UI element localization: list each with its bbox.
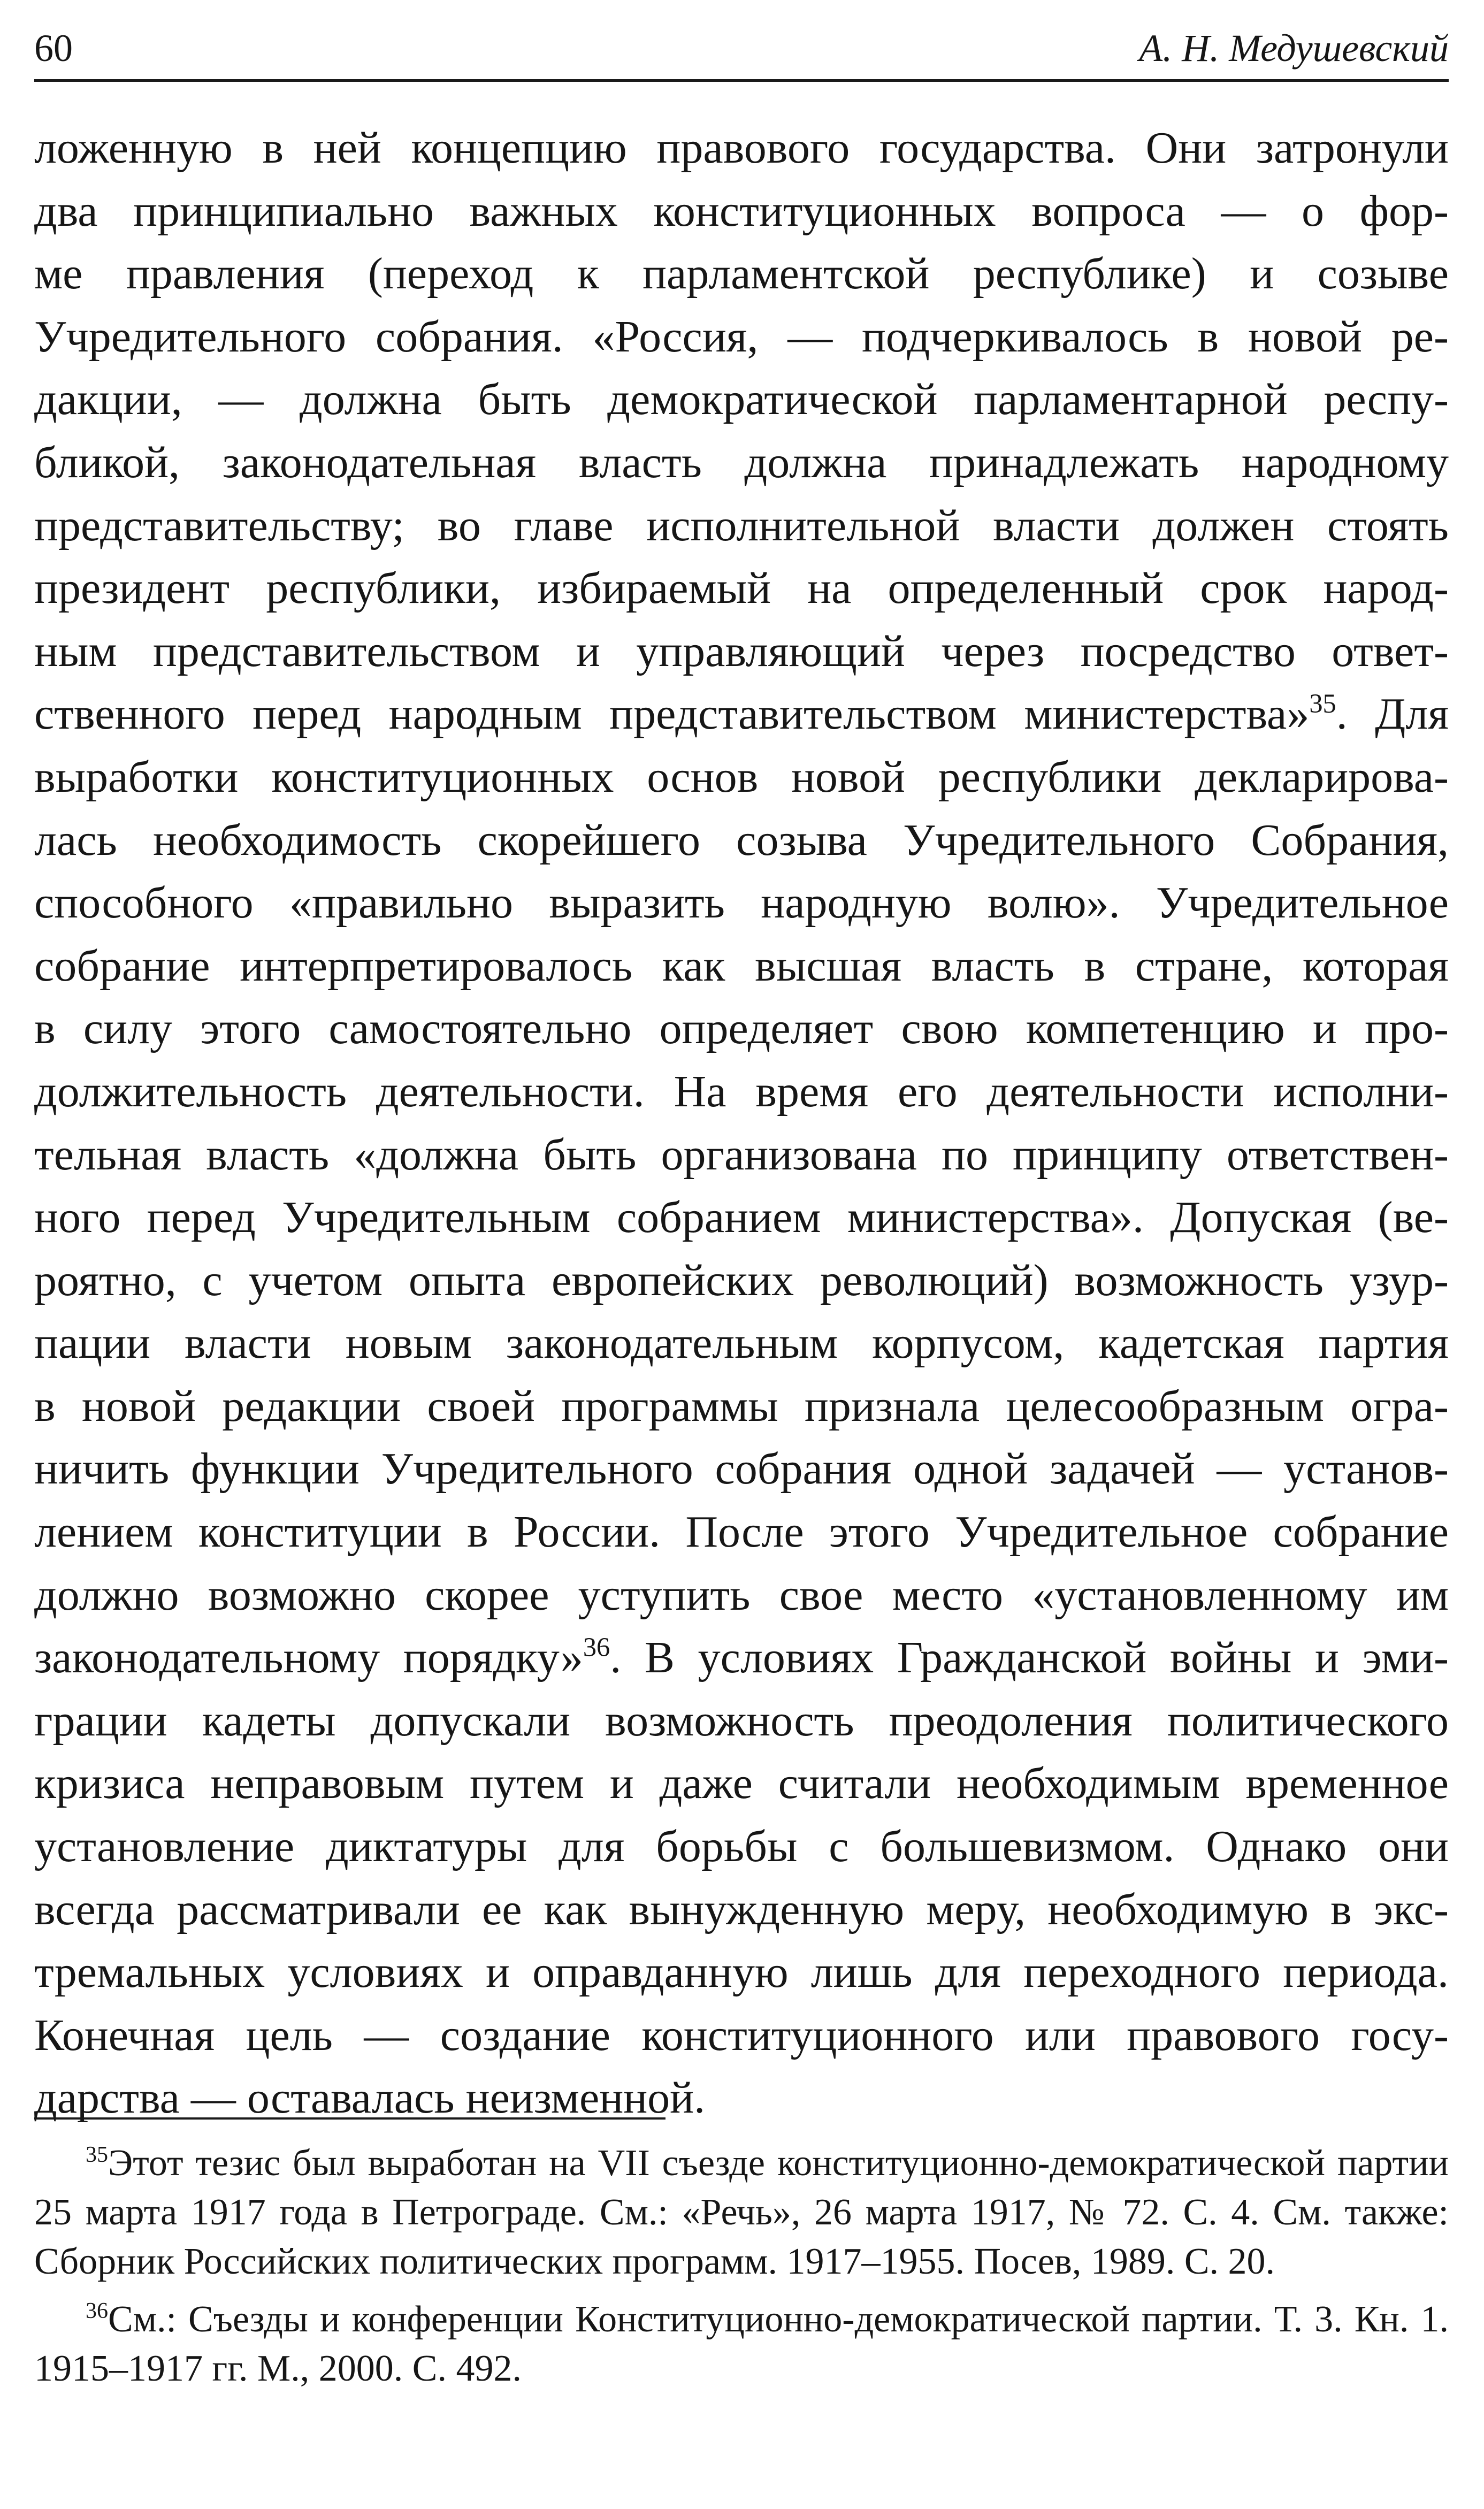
text-line: собрание интерпретировалось как высшая власть в стране, которая <box>34 940 1449 991</box>
text-line-head: законодательному порядку» <box>34 1633 583 1683</box>
text-line: ным представительством и управляющий через посредство ответ- <box>34 626 1449 676</box>
text-line: ного перед Учредительным собранием министерства». Допуская (ве- <box>34 1192 1449 1243</box>
text-line-head: ственного перед народным представительством министерства» <box>34 689 1310 739</box>
text-line: установление диктатуры для борьбы с большевизмом. Однако они <box>34 1822 1449 1872</box>
text-line: бликой, законодательная власть должна принадлежать народному <box>34 437 1449 487</box>
text-line: ничить функции Учредительного собрания одной задачей — установ- <box>34 1444 1449 1494</box>
footnote-divider <box>34 2117 665 2120</box>
text-line <box>34 1626 1449 1689</box>
text-line: тремальных условиях и оправданную лишь для переходного периода. <box>34 1947 1449 1998</box>
text-line: представительству; во главе исполнительной власти должен стоять <box>34 500 1449 550</box>
text-line: грации кадеты допускали возможность преодоления политического <box>34 1695 1449 1746</box>
text-line: способного «правильно выразить народную волю». Учредительное <box>34 878 1449 928</box>
text-line: президент республики, избираемый на определенный срок народ- <box>34 563 1449 614</box>
text-line: Конечная цель — создание конституционного или правового госу- <box>34 2010 1449 2060</box>
footnote-text: Этот тезис был выработан на VII съезде конституционно-демократической партии 25 марта 1917 года в Петрограде. См.: «Речь», 26 марта 1917, № 72. С. 4. См. также: Сборник Российских политических программ. 1917–1955. Посев, 1989. С. 20. <box>34 2143 1449 2282</box>
text-line: роятно, с учетом опыта европейских революций) возможность узур- <box>34 1255 1449 1305</box>
footnote-number: 35 <box>86 2142 108 2167</box>
running-head-author: А. Н. Медушевский <box>1139 27 1449 70</box>
text-line: должительность деятельности. На время его деятельности исполни- <box>34 1066 1449 1116</box>
text-line: тельная власть «должна быть организована по принципу ответствен- <box>34 1129 1449 1180</box>
text-line: лением конституции в России. После этого Учредительное собрание <box>34 1507 1449 1557</box>
text-line-tail: . В условиях Гражданской войны и эми- <box>610 1633 1449 1683</box>
text-line: ме правления (переход к парламентской республике) и созыве <box>34 249 1449 299</box>
text-line: ложенную в ней концепцию правового государства. Они затронули <box>34 123 1449 173</box>
text-line: всегда рассматривали ее как вынужденную меру, необходимую в экс- <box>34 1884 1449 1934</box>
text-line: дакции, — должна быть демократической парламентарной респу- <box>34 374 1449 425</box>
text-line: два принципиально важных конституционных вопроса — о фор- <box>34 186 1449 236</box>
footnote-number: 36 <box>86 2298 108 2323</box>
footnote-35 <box>34 2139 1449 2286</box>
footnote-ref-36[interactable]: 36 <box>583 1632 610 1663</box>
main-text <box>34 117 1449 2130</box>
page-number: 60 <box>34 27 73 70</box>
text-line: лась необходимость скорейшего созыва Учредительного Собрания, <box>34 815 1449 865</box>
text-line: в новой редакции своей программы признала целесообразным огра- <box>34 1381 1449 1431</box>
footnotes <box>34 2139 1449 2393</box>
footnote-36 <box>34 2295 1449 2393</box>
text-line-tail: . Для <box>1336 689 1449 739</box>
text-line: в силу этого самостоятельно определяет свою компетенцию и про- <box>34 1004 1449 1054</box>
footnote-text: См.: Съезды и конференции Конституционно-демократической партии. Т. 3. Кн. 1. 1915–1917 гг. М., 2000. С. 492. <box>34 2299 1449 2389</box>
text-line <box>34 683 1449 746</box>
text-line: дарства — оставалась неизменной. <box>34 2073 706 2123</box>
text-line: кризиса неправовым путем и даже считали необходимым временное <box>34 1758 1449 1809</box>
page-header <box>34 16 1449 82</box>
text-line: пации власти новым законодательным корпусом, кадетская партия <box>34 1318 1449 1368</box>
text-line: должно возможно скорее уступить свое место «установленному им <box>34 1570 1449 1620</box>
footnote-ref-35[interactable]: 35 <box>1309 689 1336 719</box>
text-line: выработки конституционных основ новой республики декларирова- <box>34 752 1449 802</box>
text-line: Учредительного собрания. «Россия, — подчеркивалось в новой ре- <box>34 311 1449 362</box>
